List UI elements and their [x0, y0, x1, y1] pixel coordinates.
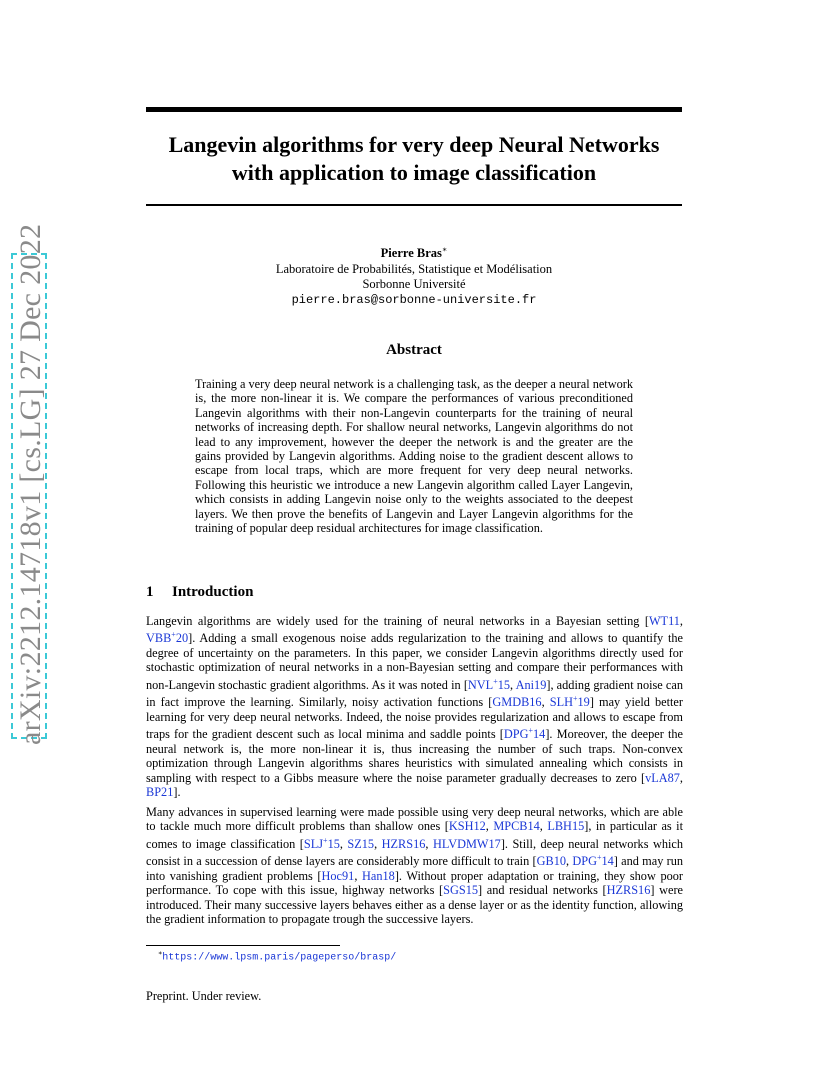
citation-link[interactable]: vLA87: [645, 770, 680, 785]
citation-link[interactable]: 19: [577, 695, 590, 710]
title-top-rule: [146, 107, 682, 112]
paragraph-text: ,: [566, 854, 573, 869]
citation-link[interactable]: +: [171, 630, 176, 640]
paragraph-text: ] were introduced. Their many successive layers behaves either as a dense layer or as the identity function, allowing the gradient information to propagate trough the successive layers.: [146, 883, 683, 927]
citation-link[interactable]: DPG: [503, 727, 529, 742]
citation-link[interactable]: Han18: [362, 868, 395, 883]
author-footnote-mark[interactable]: ∗: [441, 245, 448, 254]
citation-link[interactable]: HZRS16: [381, 836, 426, 851]
paragraph-text: ,: [539, 819, 548, 834]
footnote: [158, 949, 396, 963]
footnote-url-link[interactable]: https://www.lpsm.paris/pageperso/brasp/: [162, 952, 397, 964]
abstract-heading: Abstract: [386, 342, 442, 358]
citation-link[interactable]: Ani19: [515, 678, 547, 692]
author-email[interactable]: pierre.bras@sorbonne-universite.fr: [291, 292, 537, 307]
citation-link[interactable]: HZRS16: [606, 883, 651, 898]
citation-link[interactable]: MPCB14: [493, 819, 540, 834]
citation-link[interactable]: 15: [327, 836, 340, 851]
citation-link[interactable]: GMDB16: [492, 695, 542, 710]
citation-link[interactable]: HLVDMW17: [432, 836, 501, 851]
citation-link[interactable]: WT11: [648, 614, 680, 628]
paragraph-text: ] and may run into vanishing gradient problems [: [146, 854, 684, 883]
intro-paragraph-1: [146, 614, 683, 800]
citation-link[interactable]: VBB: [146, 631, 172, 646]
citation-link[interactable]: Hoc91: [321, 868, 355, 883]
title-line-2: with application to image classification: [231, 160, 597, 185]
section-heading: [146, 584, 253, 601]
paragraph-text: Langevin algorithms are widely used for the training of neural networks in a Bayesian setting [: [146, 614, 649, 628]
author-affiliation: Laboratoire de Probabilités, Statistique et Modélisation: [275, 261, 553, 276]
preprint-note: Preprint. Under review.: [146, 989, 262, 1003]
citation-link[interactable]: SZ15: [347, 836, 375, 851]
arxiv-stamp[interactable]: arXiv:2212.14718v1 [cs.LG] 27 Dec 2022: [14, 223, 47, 745]
citation-link[interactable]: KSH12: [448, 819, 486, 834]
citation-link[interactable]: +: [596, 853, 602, 863]
citation-link[interactable]: GB10: [536, 854, 566, 869]
section-number: 1: [146, 584, 154, 600]
paragraph-text: ,: [679, 770, 683, 785]
title-line-1: Langevin algorithms for very deep Neural Networks: [168, 132, 660, 157]
paragraph-text: ,: [425, 836, 433, 851]
footnote-mark: ∗: [158, 950, 163, 958]
paragraph-text: ], in particular as it comes to image classification [: [146, 819, 684, 851]
paragraph-text: ], adding gradient noise can in fact improve the learning. Similarly, noisy activation functions [: [146, 678, 683, 710]
paragraph-text: ]. Adding a small exogenous noise adds regularization to the training and allows to quantify the degree of uncertainty on the parameters. In this paper, we consider Langevin algorithms directly used for stochastic optimization of neural networks in a non-Bayesian setting and compare their performances with non-Langevin stochastic gradient algorithms. As it was noted in [: [146, 631, 683, 692]
citation-link[interactable]: LBH15: [547, 819, 585, 834]
paragraph-text: ,: [374, 836, 382, 851]
footnote-rule: [146, 945, 340, 946]
citation-link[interactable]: BP21: [146, 785, 174, 800]
paragraph-text: ]. Without proper adaptation or training, they show poor performance. To cope with this issue, highway networks [: [146, 868, 683, 898]
citation-link[interactable]: NVL: [467, 678, 494, 692]
paragraph-text: ]. Moreover, the deeper the neural network is, the more non-linear it is, thus increasing the number of such traps. Non-convex optimization through Langevin algorithms shares heuristics with simulated annealing which consists in sampling with respect to a Gibbs measure where the noise parameter gradually decreases to zero [: [146, 727, 683, 785]
citation-link[interactable]: 15: [497, 678, 511, 692]
abstract-text: Training a very deep neural network is a challenging task, as the deeper a neural network is, the more non-linear it is. We compare the performances of various preconditioned Langevin algorithms with their non-Langevin counterparts for the training of neural networks of increasing depth. For shallow neural networks, Langevin algorithms do not lead to any improvement, however the deeper the network is and the greater are the gains provided by Langevin algorithms. Adding noise to the gradient descent allows to escape from local traps, which are more frequent for very deep neural networks. Following this heuristic we introduce a new Langevin algorithm called Layer Langevin, which consists in adding Langevin noise only to the weights associated to the deepest layers. We then prove the benefits of Langevin and Layer Langevin algorithms for the training of popular deep residual architectures for image classification.: [195, 377, 633, 536]
author-name: Pierre Bras: [380, 246, 442, 261]
paragraph-text: ] and residual networks [: [478, 883, 607, 898]
paragraph-text: ].: [173, 785, 181, 800]
paragraph-text: ]. Still, deep neural networks which consist in a succession of dense layers are considerably more difficult to train [: [146, 836, 684, 869]
citation-link[interactable]: 20: [175, 631, 189, 646]
intro-paragraph-2: [146, 805, 683, 927]
title-bottom-rule: [146, 204, 682, 206]
paragraph-text: ,: [679, 614, 683, 628]
citation-link[interactable]: SGS15: [443, 883, 478, 898]
citation-link[interactable]: SLH: [549, 695, 573, 710]
section-title: Introduction: [172, 584, 254, 600]
citation-link[interactable]: SLJ: [303, 836, 324, 851]
citation-link[interactable]: +: [493, 676, 498, 686]
citation-link[interactable]: DPG: [572, 854, 597, 869]
author-block: [146, 242, 682, 308]
paragraph-text: ,: [541, 695, 550, 710]
author-institution: Sorbonne Université: [362, 277, 466, 292]
paper-title: [146, 131, 682, 187]
citation-link[interactable]: +: [528, 726, 534, 736]
paragraph-text: ,: [510, 678, 516, 692]
paragraph-text: Many advances in supervised learning were made possible using very deep neural networks, which are able to tackle much more difficult problems than shallow ones [: [146, 804, 683, 834]
citation-link[interactable]: +: [323, 835, 328, 845]
paragraph-text: ,: [354, 868, 363, 883]
citation-link[interactable]: +: [573, 694, 578, 704]
citation-link[interactable]: 14: [601, 854, 614, 869]
paragraph-text: ] may yield better learning for very deep neural networks. Indeed, the noise provides regularization and allows to escape from traps for the gradient descent such as local minima and saddle points [: [146, 695, 683, 742]
paragraph-text: ,: [485, 819, 494, 834]
citation-link[interactable]: 14: [533, 727, 546, 742]
body-text: [146, 614, 683, 932]
paragraph-text: ,: [339, 836, 348, 851]
